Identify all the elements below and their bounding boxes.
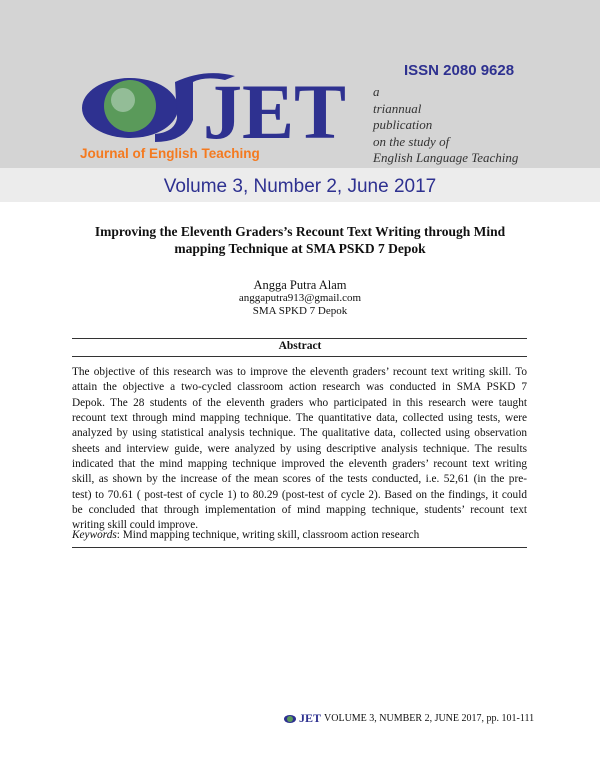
article-title xyxy=(60,223,540,257)
abstract-line: sheets and interview guide, were analyzed by using descriptive analysis technique. The results xyxy=(72,442,527,455)
abstract-line: The objective of this research was to improve the eleventh graders’ recount text writing skill. To xyxy=(72,366,527,378)
abstract-line: analyzed by using statistical analysis technique. The qualitative data, collected using observation xyxy=(72,427,527,440)
abstract-line: be concluded that through implementation of mind mapping technique, students’ recount text xyxy=(72,504,527,517)
issn: ISSN 2080 9628 xyxy=(404,62,515,79)
jet-logo xyxy=(75,70,355,150)
logo-text: JET xyxy=(203,70,347,150)
tagline-line: publication xyxy=(373,117,433,132)
tagline-line: on the study of xyxy=(373,133,450,149)
abstract-line: writing skill could improve. xyxy=(72,519,199,532)
abstract-line: Depok. The 28 students of the eleventh graders who participated in this research were taught xyxy=(72,396,527,409)
abstract-body xyxy=(72,365,527,534)
abstract-line: skill, as shown by the increase of the mean scores of the tests conducted, i.e. 52,61 (in the pre- xyxy=(72,473,527,486)
tagline-line: English Language Teaching xyxy=(373,150,519,165)
title-line: mapping Technique at SMA PSKD 7 Depok xyxy=(174,241,426,256)
footer-citation: VOLUME 3, NUMBER 2, JUNE 2017, pp. 101-111 xyxy=(324,713,535,724)
page-footer xyxy=(284,711,534,726)
abstract-line: indicated that the mind mapping technique improved the eleventh graders’ recount text writing xyxy=(72,458,527,471)
tagline-line: a xyxy=(373,84,380,99)
divider xyxy=(72,547,527,548)
footer-logo-text: JET xyxy=(299,711,322,725)
tagline-line: triannual xyxy=(373,100,422,116)
keywords-text: : Mind mapping technique, writing skill, classroom action research xyxy=(116,529,420,541)
abstract-line: attain the objective a two-cycled classroom action research was conducted in SMA PSKD 7 xyxy=(72,381,527,394)
abstract-line: test) to 70.61 ( post-test of cycle 1) to 80.29 (post-test of cycle 2). Based on the findings, it could xyxy=(72,488,527,501)
author-name: Angga Putra Alam xyxy=(253,278,347,292)
volume-banner: Volume 3, Number 2, June 2017 xyxy=(0,168,600,202)
abstract-line: recount text through mind mapping technique. The quantitative data, collected using tests, were xyxy=(72,412,527,425)
divider xyxy=(72,338,527,339)
author-email[interactable]: anggaputra913@gmail.com xyxy=(238,292,362,304)
author-affiliation: SMA SPKD 7 Depok xyxy=(252,305,348,317)
divider xyxy=(72,356,527,357)
keywords xyxy=(72,529,419,541)
keywords-label: Keywords xyxy=(72,529,117,541)
jet-mini-logo-icon xyxy=(284,714,298,724)
title-line: Improving the Eleventh Graders’s Recount Text Writing through Mind xyxy=(94,224,506,239)
tagline xyxy=(373,84,518,167)
journal-name: Journal of English Teaching xyxy=(80,146,260,161)
abstract-heading: Abstract xyxy=(278,340,322,352)
